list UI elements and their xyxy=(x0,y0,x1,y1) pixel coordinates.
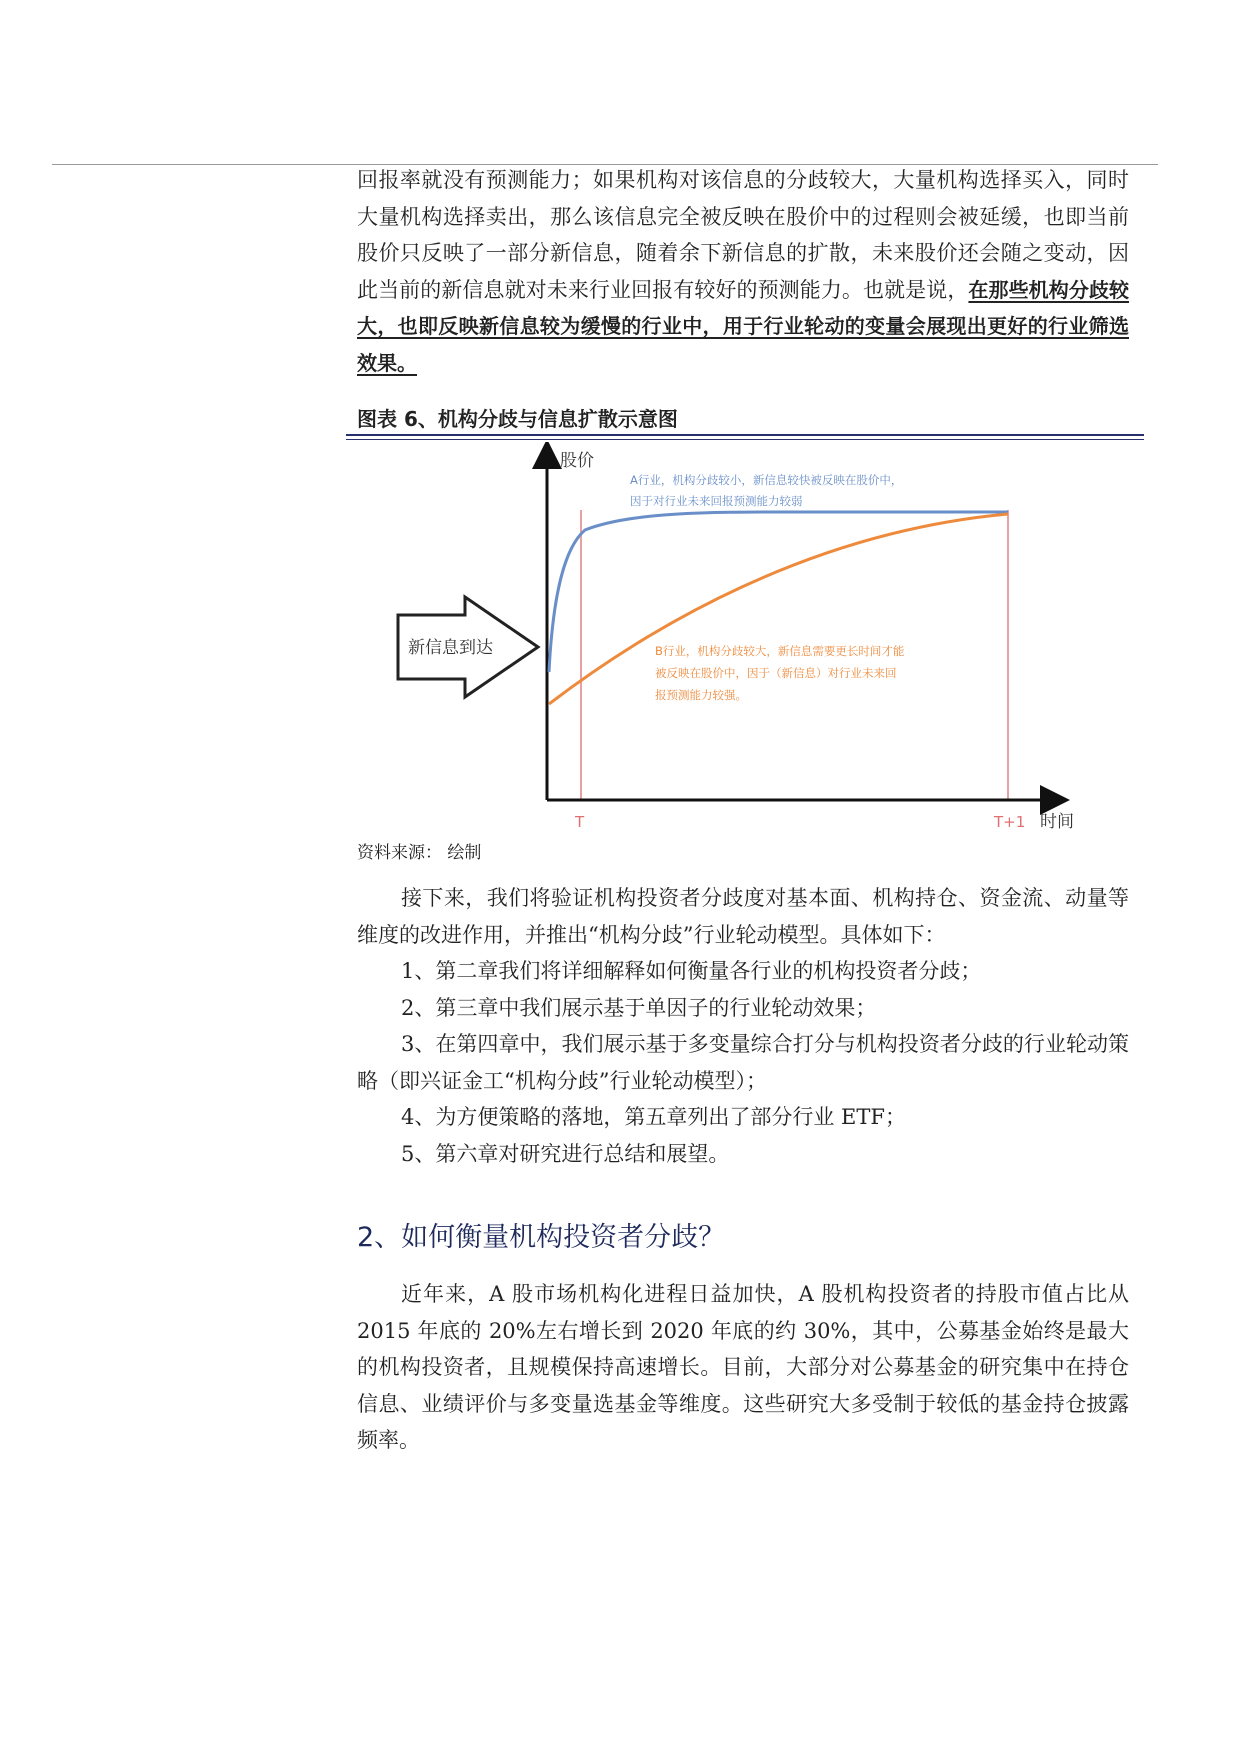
last-paragraph: 近年来，A 股市场机构化进程日益加快，A 股机构投资者的持股市值占比从 2015 年底的 20%左右增长到 2020 年底的约 30%，其中，公募基金始终是最大的机构投资者，且规模保持高速增长。目前，大部分对公募基金的研究集中在持仓信息、业绩评价与多变量选基金等维度。这些研究大多受制于较低的基金持仓披露频率。 xyxy=(357,1282,1129,1452)
list-item: 4、为方便策略的落地，第五章列出了部分行业 ETF； xyxy=(401,1105,906,1129)
section-intro xyxy=(357,880,1129,1172)
note-b-line3: 报预测能力较强。 xyxy=(655,688,747,702)
list-item: 5、第六章对研究进行总结和展望。 xyxy=(401,1141,730,1166)
para1-text: 回报率就没有预测能力；如果机构对该信息的分歧较大，大量机构选择买入，同时大量机构选择卖出，那么该信息完全被反映在股价中的过程则会被延缓，也即当前股价只反映了一部分新信息，随着余下新信息的扩散，未来股价还会随之变动，因此当前的新信息就对未来行业回报有较好的预测能力。也就是说， xyxy=(357,168,1129,302)
figure-title-rule-thin xyxy=(346,439,1144,440)
intro-paragraph: 接下来，我们将验证机构投资者分歧度对基本面、机构持仓、资金流、动量等维度的改进作用，并推出“机构分歧”行业轮动模型。具体如下： xyxy=(357,886,1129,947)
body-paragraph-1 xyxy=(357,162,1129,381)
note-a-line1: A行业，机构分歧较小，新信息较快被反映在股价中， xyxy=(630,473,903,487)
diffusion-diagram xyxy=(390,442,1110,842)
figure-title: 图表 6、机构分歧与信息扩散示意图 xyxy=(357,407,678,431)
note-a-line2: 因于对行业未来回报预测能力较弱 xyxy=(630,494,803,508)
figure-title-rule xyxy=(346,434,1144,436)
tick-t: T xyxy=(575,813,585,831)
list-item: 3、在第四章中，我们展示基于多变量综合打分与机构投资者分歧的行业轮动策略（即兴证金工“机构分歧”行业轮动模型）； xyxy=(357,1032,1129,1093)
note-b-line2: 被反映在股价中，因于（新信息）对行业未来回 xyxy=(655,666,897,680)
body-paragraph-last xyxy=(357,1276,1129,1459)
tick-t1: T+1 xyxy=(994,813,1026,831)
arrow-label: 新信息到达 xyxy=(408,638,493,658)
figure-source: 资料来源： 绘制 xyxy=(357,843,482,863)
list-item: 2、第三章中我们展示基于单因子的行业轮动效果； xyxy=(401,995,877,1020)
note-b-line1: B行业，机构分歧较大，新信息需要更长时间才能 xyxy=(655,644,905,658)
list-item: 1、第二章我们将详细解释如何衡量各行业的机构投资者分歧； xyxy=(401,959,982,983)
x-axis-label: 时间 xyxy=(1040,812,1074,832)
section-heading: 2、如何衡量机构投资者分歧？ xyxy=(357,1222,726,1253)
y-axis-label: 股价 xyxy=(560,451,594,471)
para1-highlight: 在那些机构分歧较大，也即反映新信息较为缓慢的行业中，用于行业轮动的变量会展现出更好的行业筛选效果。 xyxy=(357,277,1130,375)
